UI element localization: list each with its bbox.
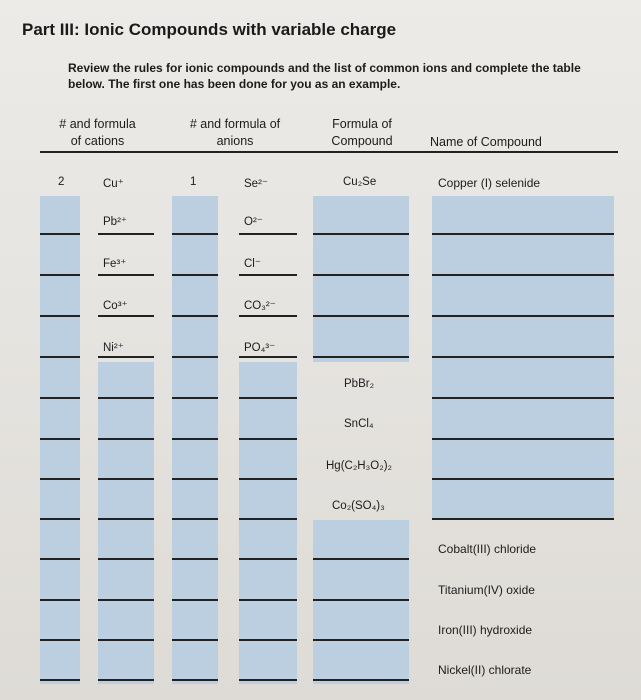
answer-line [432,274,614,276]
header-cations: # and formula of cations [59,117,136,148]
answer-line [172,478,218,480]
answer-line [40,679,80,681]
answer-line [40,438,80,440]
answer-line [313,558,409,560]
answer-line [313,233,409,235]
name-row-1: Cobalt(III) chloride [438,542,537,556]
formula-row-3: Hg(C₂H₃O₂)₂ [326,460,392,472]
answer-line [40,274,80,276]
instructions-text: Review the rules for ionic compounds and the list of common ions and complete the table below. The first one has been done for you as an example. [68,61,581,91]
example-name: Copper (I) selenide [438,176,541,190]
answer-line [432,478,614,480]
cation-row-2: Fe³⁺ [103,258,127,270]
cation-row-4: Ni²⁺ [103,342,124,354]
answer-line [172,679,218,681]
answer-line [239,639,297,641]
page-title: Part III: Ionic Compounds with variable charge [22,20,397,39]
cation-count-answer-area-lower [40,362,80,684]
answer-line [239,599,297,601]
answer-line [40,518,80,520]
header-anions: # and formula of anions [189,117,281,148]
name-answer-area-top [432,196,614,362]
answer-line [239,478,297,480]
answer-line [40,397,80,399]
answer-line [172,315,218,317]
answer-line [313,274,409,276]
answer-line [432,397,614,399]
answer-line [98,397,154,399]
answer-line [40,315,80,317]
answer-line [313,639,409,641]
answer-line [239,679,297,681]
example-cation-count: 2 [58,176,65,188]
answer-line [98,599,154,601]
answer-line [98,639,154,641]
answer-line [239,274,297,276]
example-anion-count: 1 [190,176,197,188]
answer-line [98,315,154,317]
answer-line [313,315,409,317]
answer-line [239,233,297,235]
answer-line [313,356,409,358]
formula-answer-area-lower [313,520,409,684]
answer-line [98,233,154,235]
formula-row-1: PbBr₂ [344,378,375,390]
header-formula: Formula of Compound [331,117,393,148]
answer-line [432,315,614,317]
cation-row-3: Co³⁺ [103,300,128,312]
answer-line [239,558,297,560]
header-name: Name of Compound [430,135,542,149]
cation-row-1: Pb²⁺ [103,216,127,228]
answer-line [40,478,80,480]
answer-line [239,356,297,358]
formula-row-4: Co₂(SO₄)₃ [332,500,385,512]
answer-line [432,356,614,358]
answer-line [432,438,614,440]
answer-line [432,233,614,235]
answer-line [172,558,218,560]
name-answer-area-mid [432,362,614,520]
cation-answer-area [98,362,154,684]
formula-row-2: SnCl₄ [344,418,374,430]
answer-line [40,639,80,641]
anion-count-answer-area [172,196,218,362]
answer-line [239,438,297,440]
answer-line [98,518,154,520]
name-row-3: Iron(III) hydroxide [438,623,533,637]
answer-line [172,274,218,276]
name-row-2: Titanium(IV) oxide [438,583,535,597]
answer-line [98,356,154,358]
answer-line [172,599,218,601]
example-formula: Cu₂Se [343,176,377,188]
answer-line [98,438,154,440]
answer-line [313,679,409,681]
answer-line [239,315,297,317]
answer-line [40,356,80,358]
example-anion: Se²⁻ [244,178,268,190]
header-divider [40,151,618,153]
name-row-4: Nickel(II) chlorate [438,663,532,677]
answer-line [172,639,218,641]
answer-line [40,233,80,235]
answer-line [40,599,80,601]
anion-row-1: O²⁻ [244,216,263,228]
cation-count-answer-area [40,196,80,362]
answer-line [40,558,80,560]
answer-line [98,558,154,560]
answer-line [98,679,154,681]
answer-line [172,233,218,235]
answer-line [239,397,297,399]
answer-line [172,438,218,440]
anion-answer-area [239,362,297,684]
example-cation: Cu⁺ [103,178,124,190]
anion-row-4: PO₄³⁻ [244,342,276,354]
answer-line [98,478,154,480]
formula-answer-area [313,196,409,362]
anion-count-answer-area-lower [172,362,218,684]
anion-row-2: Cl⁻ [244,258,261,270]
answer-line [239,518,297,520]
answer-line [432,518,614,520]
answer-line [313,599,409,601]
answer-line [172,518,218,520]
answer-line [98,274,154,276]
anion-row-3: CO₃²⁻ [244,300,276,312]
answer-line [172,397,218,399]
answer-line [172,356,218,358]
